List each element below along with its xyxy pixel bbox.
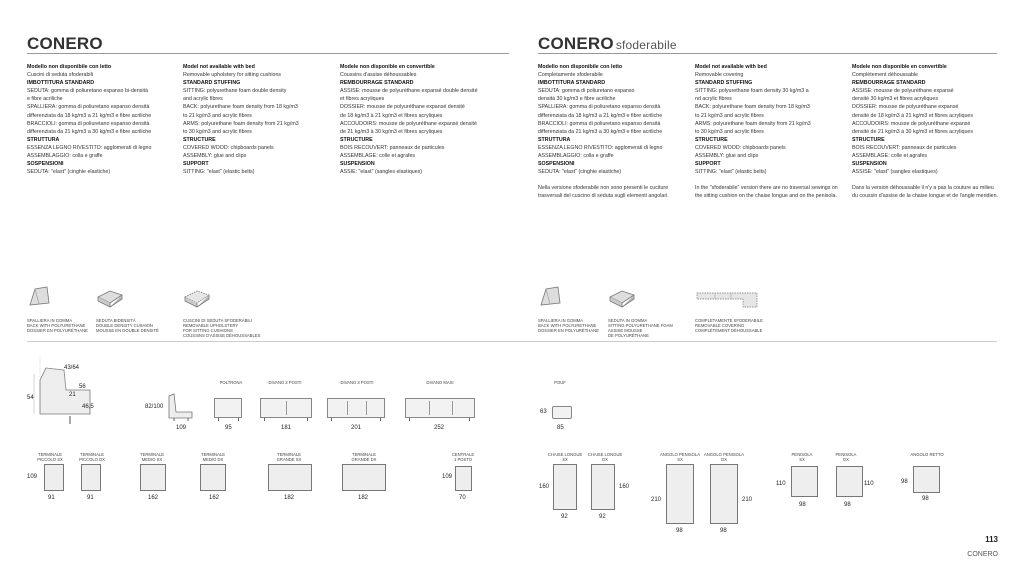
- module-depth: 109: [442, 474, 453, 480]
- module-label: TERMINALE PICCOLO SX: [37, 452, 63, 462]
- dim-56: 56: [79, 384, 86, 390]
- sofa-leg: [409, 418, 410, 421]
- dim-seat-depth: 43/64: [64, 365, 80, 371]
- model-label: DIVANO 2 POSTI: [268, 380, 302, 385]
- feature-caption: [96, 318, 166, 333]
- title-rule: [538, 53, 997, 54]
- module-width: 162: [209, 495, 220, 501]
- seat-divider: [347, 401, 348, 415]
- module-depth: 160: [539, 484, 550, 490]
- chaise-longue-plan: [591, 464, 615, 510]
- spec-line: BOIS RECOUVERT: panneaux de particules: [852, 144, 957, 151]
- module-width: 92: [561, 514, 568, 520]
- spec-line: to 21 kg/m3 and acrylic fibres: [183, 112, 252, 119]
- spec-line: differenziata da 18 kg/m3 a 21 kg/m3 e fibre acriliche: [538, 112, 663, 119]
- spec-heading: STRUCTURE: [183, 136, 216, 143]
- spec-line: BRACCIOLI: gomma di poliuretano espanso densità: [538, 120, 661, 127]
- module-depth: 98: [901, 479, 908, 485]
- spec-line: SEDUTA: "elast" (cinghie elastiche): [538, 169, 622, 176]
- feature-back-foam: [27, 285, 97, 333]
- module-label: TERMINALE MEDIO SX: [140, 452, 164, 462]
- page-title-right: CONERO sfoderabile: [538, 34, 677, 53]
- sofa-leg: [264, 418, 265, 421]
- spec-column-en: [183, 63, 333, 176]
- module-label: TERMINALE PICCOLO DX: [79, 452, 105, 462]
- module-width: 182: [284, 495, 295, 501]
- spec-line: Cuscini di seduta sfoderabili: [27, 72, 93, 79]
- seat-divider: [366, 401, 367, 415]
- corner-sofa-icon: [695, 285, 765, 309]
- spec-column-en: [695, 63, 845, 201]
- module-width: 70: [459, 495, 466, 501]
- spec-heading: Modele non disponible en convertible: [340, 64, 435, 70]
- spec-line: ASSEMBLY: glue and clips: [695, 153, 759, 160]
- page-number: 113: [985, 535, 998, 544]
- spec-heading: STRUTTURA: [538, 136, 571, 143]
- removable-cushion-icon: [183, 285, 211, 309]
- spec-line: SEDUTA: gomma di poliuretano espanso: [538, 88, 635, 95]
- sofa-leg: [218, 418, 219, 421]
- spec-line: et fibres acryliques: [340, 96, 385, 103]
- pouf-width: 85: [557, 425, 564, 431]
- sofa-leg: [238, 418, 239, 421]
- model-label: POLTRONA: [219, 380, 243, 385]
- cushion-back-icon: [27, 285, 55, 309]
- spec-heading: SOSPENSIONI: [27, 161, 64, 168]
- spec-line: ASSEMBLAGGIO: colla e graffe: [27, 153, 103, 160]
- module-width: 182: [358, 495, 369, 501]
- spec-line: densité de 18 kg/m3 à 21 kg/m3 et fibres acryliques: [852, 112, 974, 119]
- pouf-front: [552, 406, 572, 419]
- feature-caption: [608, 318, 678, 338]
- spec-heading: STRUCTURE: [340, 136, 373, 143]
- feature-seat-foam: [608, 285, 678, 338]
- spec-note: Nella versione sfoderabile non sono presenti le cuciture trasversali del cuscino di seduta sugli elementi angolari.: [538, 185, 669, 200]
- feature-fully-removable: [695, 285, 765, 333]
- module-plan: [200, 464, 226, 491]
- side-profile-drawing: [26, 352, 106, 427]
- chaise-longue-plan: [553, 464, 577, 510]
- module-label: CENTRALE 1 POSTO: [451, 452, 475, 462]
- spec-line: BOIS RECOUVERT: panneaux de particules: [340, 144, 445, 151]
- model-label: DIVANO 3 POSTI: [340, 380, 374, 385]
- module-label: CHAISE LONGUE SX: [547, 452, 583, 462]
- feature-back-foam: [538, 285, 608, 333]
- spec-column-fr: [340, 63, 505, 176]
- spec-line: ACCOUDOIRS: mousse de polyuréthane expansé densité: [340, 120, 477, 127]
- spec-line: densité de 21 kg/m3 à 30 kg/m3 et fibres acryliques: [852, 128, 974, 135]
- spec-heading: Model not available with bed: [183, 64, 255, 70]
- spec-note: In the "sfoderabile" version there are no traversal sewings on the sitting cushion on the chaise longue and on the penisola.: [695, 185, 838, 200]
- spec-line: ESSENZA LEGNO RIVESTITO: agglomerati di legno: [538, 144, 663, 151]
- spec-heading: REMBOURRAGE STANDARD: [852, 80, 926, 87]
- spec-line: Completamente sfoderabile: [538, 72, 603, 79]
- module-label: TERMINALE GRANDE DX: [351, 452, 377, 462]
- module-width: 92: [599, 514, 606, 520]
- spec-line: and acrylic fibres: [183, 96, 223, 103]
- feature-caption: [27, 318, 97, 333]
- module-depth: 160: [619, 484, 630, 490]
- spec-line: BACK: polyurethane foam density from 18 kg/m3: [183, 104, 298, 111]
- penisola-plan: [836, 466, 863, 497]
- feature-text: COMPLETAMENTE SFODERABILE REMOVABLE COVERING COMPLÈTEMENT DÉHOUSSABLE: [695, 318, 763, 333]
- spec-line: ASSEMBLAGE: colle et agrafes: [852, 153, 928, 160]
- spec-line: ASSIE: "elast" (sangles elastiques): [340, 169, 423, 176]
- spec-line: Removable covering: [695, 72, 744, 79]
- spec-line: DOSSIER: mousse de polyuréthane expansé: [852, 104, 959, 111]
- module-label: PENISOLA DX: [835, 452, 857, 462]
- penisola-plan: [791, 466, 818, 497]
- spec-heading: Model not available with bed: [695, 64, 767, 70]
- spec-column-fr: [852, 63, 1000, 201]
- page-footer-name: CONERO: [967, 551, 998, 558]
- spec-line: densità 30 kg/m3 e fibre acriliche: [538, 96, 616, 103]
- cushion-back-icon: [538, 285, 566, 309]
- seat-divider: [429, 401, 430, 415]
- sofa-leg: [331, 418, 332, 421]
- sofa-leg: [307, 418, 308, 421]
- spec-heading: STANDARD STUFFING: [695, 80, 753, 87]
- armchair-front: [214, 398, 242, 418]
- armchair-side-icon: [166, 390, 194, 422]
- spec-line: Removable upholstery for sitting cushions: [183, 72, 282, 79]
- model-label: DIVANO MAXI: [426, 380, 454, 385]
- feature-caption: [538, 318, 608, 333]
- spec-line: ASSISE: mousse de polyuréthane expansé: [852, 88, 954, 95]
- module-width: 98: [844, 502, 851, 508]
- spec-column-it: [538, 63, 688, 201]
- model-width: 95: [225, 425, 232, 431]
- model-width: 181: [281, 425, 292, 431]
- spec-heading: SUSPENSION: [340, 161, 375, 168]
- spec-heading: REMBOURRAGE STANDARD: [340, 80, 414, 87]
- feature-text: SEDUTA BIDENSITÀ DOUBLE DENSITY CUSHION MOUSSE EN DOUBLE DENSITÉ: [96, 318, 159, 333]
- model-width: 252: [434, 425, 445, 431]
- module-label: ANGOLO PENISOLA DX: [703, 452, 745, 462]
- spec-line: ARMS: polyurethane foam density from 21 kg/m3: [695, 120, 811, 127]
- module-plan: [455, 466, 472, 491]
- dim-46-5: 46,5: [82, 404, 94, 410]
- feature-text: SEDUTA IN GOMMA SITTING POLYURETHANE FOAM ASSISE MOUSSE DE POLYURÉTHANE: [608, 318, 673, 338]
- pouf-label: POUF: [554, 380, 566, 385]
- feature-caption: [695, 318, 765, 333]
- module-label: ANGOLO PENISOLA SX: [659, 452, 701, 462]
- dim-depth: 109: [176, 425, 187, 431]
- spec-heading: STRUTTURA: [27, 136, 60, 143]
- spec-line: de 18 kg/m3 à 21 kg/m3 et fibres acryliques: [340, 112, 443, 119]
- module-width: 98: [922, 496, 929, 502]
- spec-line: SITTING: "elast" (elastic belts): [183, 169, 255, 176]
- module-label: TERMINALE GRANDE SX: [276, 452, 302, 462]
- spec-heading: Modello non disponibile con letto: [27, 64, 112, 70]
- module-label: TERMINALE MEDIO DX: [201, 452, 225, 462]
- sofa-leg: [469, 418, 470, 421]
- spec-heading: SOSPENSIONI: [538, 161, 575, 168]
- spec-heading: IMBOTTITURA STANDARD: [27, 80, 95, 87]
- sofa-maxi-front: [405, 398, 475, 418]
- spec-line: densité 30 kg/m3 et fibres acryliques: [852, 96, 938, 103]
- spec-line: SITTING: polyurethane foam density 30 kg/m3 a: [695, 88, 809, 95]
- spec-line: SEDUTA: gomma di poliuretano espanso bi-densità: [27, 88, 148, 95]
- sofa-3-front: [327, 398, 385, 418]
- module-label: ANGOLO RETTO: [910, 452, 944, 457]
- dim-54: 54: [27, 395, 34, 401]
- seat-cushion-icon: [96, 285, 124, 309]
- spec-line: SPALLIERA: gomma di poliuretano espanso densità: [538, 104, 661, 111]
- module-depth: 210: [742, 497, 753, 503]
- spec-line: BACK: polyurethane foam density from 18 kg/m3: [695, 104, 810, 111]
- model-width: 201: [351, 425, 362, 431]
- feature-double-density: [96, 285, 166, 333]
- dim-21: 21: [69, 392, 76, 398]
- spec-line: SITTING: polyurethane foam double density: [183, 88, 287, 95]
- spec-line: SEDUTA: "elast" (cinghie elastiche): [27, 169, 111, 176]
- spec-line: ASSEMBLAGGIO: colla e graffe: [538, 153, 614, 160]
- spec-line: ASSISE: mousse de polyuréthane expansé double densité: [340, 88, 478, 95]
- spec-line: SITTING: "elast" (elastic belts): [695, 169, 767, 176]
- spec-line: ACCOUDOIRS: mousse de polyuréthane expansé: [852, 120, 971, 127]
- spec-line: differenziata da 21 kg/m3 a 30 kg/m3 e fibre acriliche: [27, 128, 152, 135]
- module-depth: 110: [776, 481, 786, 487]
- sofa-2-front: [260, 398, 312, 418]
- spec-heading: SUSPENSION: [852, 161, 887, 168]
- module-label: CHAISE LONGUE DX: [587, 452, 623, 462]
- spec-line: BRACCIOLI: gomma di poliuretano espanso densità: [27, 120, 150, 127]
- spec-heading: IMBOTTITURA STANDARD: [538, 80, 606, 87]
- spec-line: de 21 kg/m3 à 30 kg/m3 et fibres acryliques: [340, 128, 443, 135]
- spec-line: nd acrylic fibres: [695, 96, 732, 103]
- spec-column-it: [27, 63, 177, 176]
- seat-divider: [452, 401, 453, 415]
- spec-line: to 30 kg/m3 and acrylic fibres: [183, 128, 252, 135]
- spec-note: Dans la version déhoussable il n'y a pas la couture au milieu du coussin d'assise de la chaise longue et de l'angle meridien.: [852, 185, 999, 200]
- module-plan: [81, 464, 101, 491]
- module-width: 98: [720, 528, 727, 534]
- spec-line: DOSSIER: mousse de polyuréthane expansé densité: [340, 104, 465, 111]
- seat-cushion-icon: [608, 285, 636, 309]
- module-plan: [140, 464, 166, 491]
- pouf-height: 63: [540, 409, 547, 415]
- module-depth: 210: [651, 497, 662, 503]
- spec-line: SPALLIERA: gomma di poliuretano espanso densità: [27, 104, 150, 111]
- module-width: 98: [676, 528, 683, 534]
- corner-penisola-plan: [710, 464, 738, 524]
- module-depth: 109: [27, 474, 38, 480]
- spec-line: to 21 kg/m3 and acrylic fibres: [695, 112, 764, 119]
- page-subtitle: sfoderabile: [615, 38, 677, 52]
- module-width: 162: [148, 495, 159, 501]
- spec-heading: Modello non disponibile con letto: [538, 64, 623, 70]
- sofa-leg: [380, 418, 381, 421]
- spec-heading: STANDARD STUFFING: [183, 80, 241, 87]
- module-plan: [44, 464, 64, 491]
- feature-text: SPALLIERA IN GOMMA BACK WITH POLYURETHANE DOSSIER EN POLYURÉTHANE: [538, 318, 599, 333]
- spec-line: ASSEMBLY: glue and clips: [183, 153, 247, 160]
- feature-text: CUSCINI DI SEDUTA SFODERABILI REMOVABLE UPHOLSTERY FOR SITTING CUSHIONS COUSSINS D'ASSISE DÉHOUSSABLES: [183, 318, 261, 338]
- module-depth: 110: [864, 481, 874, 487]
- module-plan: [268, 464, 312, 491]
- spec-heading: Modele non disponible en convertible: [852, 64, 947, 70]
- module-width: 91: [87, 495, 94, 501]
- corner-penisola-plan: [666, 464, 694, 524]
- spec-line: COVERED WOOD: chipboards panels: [695, 144, 786, 151]
- seat-divider: [286, 401, 287, 415]
- feature-text: SPALLIERA IN GOMMA BACK WITH POLYURETHANE DOSSIER EN POLYURÉTHANE: [27, 318, 88, 333]
- spec-line: differenziata da 21 kg/m3 a 30 kg/m3 e fibre acriliche: [538, 128, 663, 135]
- spec-line: differenziata da 18 kg/m3 a 21 kg/m3 e fibre acriliche: [27, 112, 152, 119]
- feature-removable-cushion: [183, 285, 273, 338]
- spec-line: Complètement déhoussable: [852, 72, 918, 79]
- feature-caption: [183, 318, 273, 338]
- spec-heading: STRUCTURE: [695, 136, 728, 143]
- spec-line: ASSISE: "elast" (sangles elastiques): [852, 169, 938, 176]
- spec-heading: STRUCTURE: [852, 136, 885, 143]
- page-title: CONERO: [27, 34, 103, 53]
- corner-plan: [913, 466, 940, 493]
- module-label: PENISOLA SX: [791, 452, 813, 462]
- spec-line: ESSENZA LEGNO RIVESTITO: agglomerati di legno: [27, 144, 152, 151]
- spec-line: to 30 kg/m3 and acrylic fibres: [695, 128, 764, 135]
- section-rule: [27, 341, 997, 342]
- spec-line: COVERED WOOD: chipboards panels: [183, 144, 274, 151]
- spec-line: ARMS: polyurethane foam density from 21 kg/m3: [183, 120, 299, 127]
- module-plan: [342, 464, 386, 491]
- spec-line: ASSEMBLAGE: colle et agrafes: [340, 153, 416, 160]
- spec-line: Coussins d'assise déhoussables: [340, 72, 417, 79]
- spec-heading: SUPPORT: [183, 161, 209, 168]
- spec-line: e fibre acriliche: [27, 96, 63, 103]
- spec-heading: SUPPORT: [695, 161, 721, 168]
- dim-height: 82/100: [145, 404, 164, 410]
- title-rule: [27, 53, 509, 54]
- module-width: 91: [48, 495, 55, 501]
- module-width: 98: [799, 502, 806, 508]
